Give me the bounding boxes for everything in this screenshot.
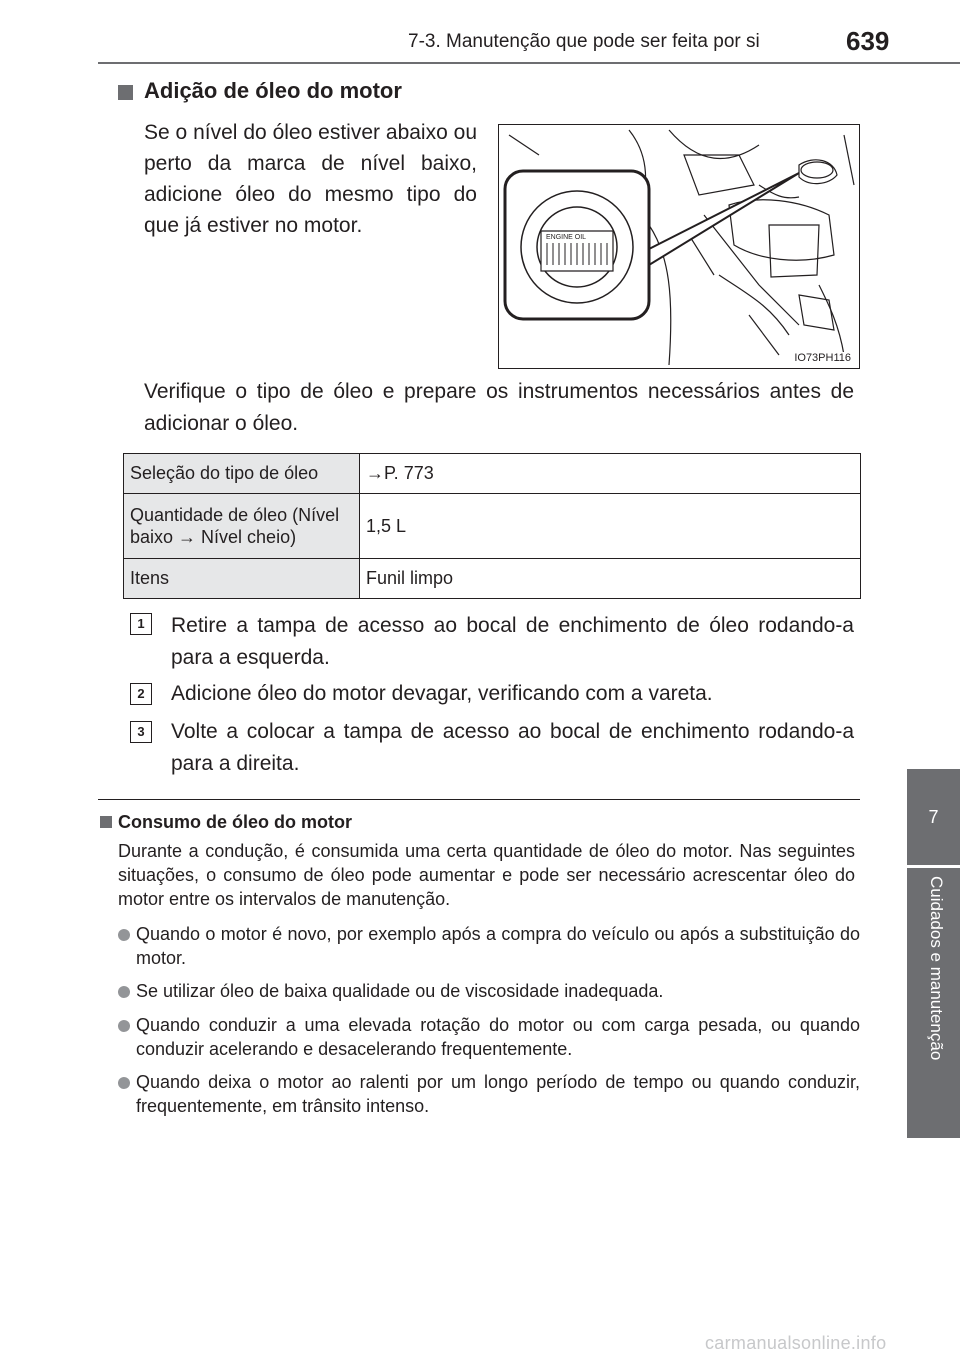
chapter-number-tab: 7 (907, 769, 960, 865)
engine-bay-drawing (499, 125, 860, 369)
note-square-icon (100, 816, 112, 828)
bullet-dot-icon (118, 1077, 130, 1089)
step-number-badge: 1 (130, 613, 152, 635)
bullet-item: Quando conduzir a uma elevada rotação do motor ou com carga pesada, ou quando conduzir acelerando e desacelerando frequentemente. (136, 1015, 860, 1059)
chapter-title-label: Cuidados e manutenção (927, 876, 946, 1061)
table-label-cell: Quantidade de óleo (Nível baixo → Nível cheio) (124, 494, 360, 559)
intro-paragraph: Se o nível do óleo estiver abaixo ou perto da marca de nível baixo, adicione óleo do mesmo tipo do que já estiver no motor. (144, 121, 477, 237)
engine-oil-cap-label: ENGINE OIL (546, 234, 587, 241)
note-body: Durante a condução, é consumida uma certa quantidade de óleo do motor. Nas seguintes situações, o consumo de óleo pode aumentar e pode ser necessário acrescentar óleo do motor entre os intervalos de manutenção. (118, 841, 855, 909)
header-section-title: 7-3. Manutenção que pode ser feita por si (408, 31, 760, 52)
bullet-item: Se utilizar óleo de baixa qualidade ou de viscosidade inadequada. (136, 981, 664, 1001)
table-row (124, 454, 861, 494)
step-number-badge: 3 (130, 721, 152, 743)
step-text: Volte a colocar a tampa de acesso ao bocal de enchimento rodando-a para a direita. (171, 720, 854, 775)
bullet-dot-icon (118, 929, 130, 941)
section-square-icon (118, 85, 133, 100)
bullet-item: Quando o motor é novo, por exemplo após a compra do veículo ou após a substituição do motor. (136, 924, 860, 968)
watermark: carmanualsonline.info (705, 1333, 887, 1353)
note-divider (98, 799, 860, 800)
step-number-badge: 2 (130, 683, 152, 705)
table-label-cell: Seleção do tipo de óleo (124, 454, 360, 494)
page-number: 639 (846, 26, 890, 56)
bullet-dot-icon (118, 1020, 130, 1032)
figure-code: IO73PH116 (794, 352, 851, 364)
section-title: Adição de óleo do motor (144, 78, 402, 103)
step-text: Retire a tampa de acesso ao bocal de enchimento de óleo rodando-a para a esquerda. (171, 614, 854, 669)
step-text: Adicione óleo do motor devagar, verificando com a vareta. (171, 682, 713, 705)
table-value-cell: 1,5 L (360, 494, 861, 559)
bullet-item: Quando deixa o motor ao ralenti por um longo período de tempo ou quando conduzir, frequentemente, em trânsito intenso. (136, 1072, 860, 1116)
header-divider (98, 62, 960, 64)
bullet-dot-icon (118, 986, 130, 998)
table-label-cell: Itens (124, 559, 360, 599)
table-value-cell: Funil limpo (360, 559, 861, 599)
requirements-table (123, 453, 861, 599)
table-value-cell: →P. 773 (360, 454, 861, 494)
table-row (124, 559, 861, 599)
engine-oil-cap-illustration (498, 124, 860, 369)
note-title: Consumo de óleo do motor (118, 812, 352, 832)
table-row (124, 494, 861, 559)
check-paragraph: Verifique o tipo de óleo e prepare os instrumentos necessários antes de adicionar o óleo. (144, 380, 854, 435)
